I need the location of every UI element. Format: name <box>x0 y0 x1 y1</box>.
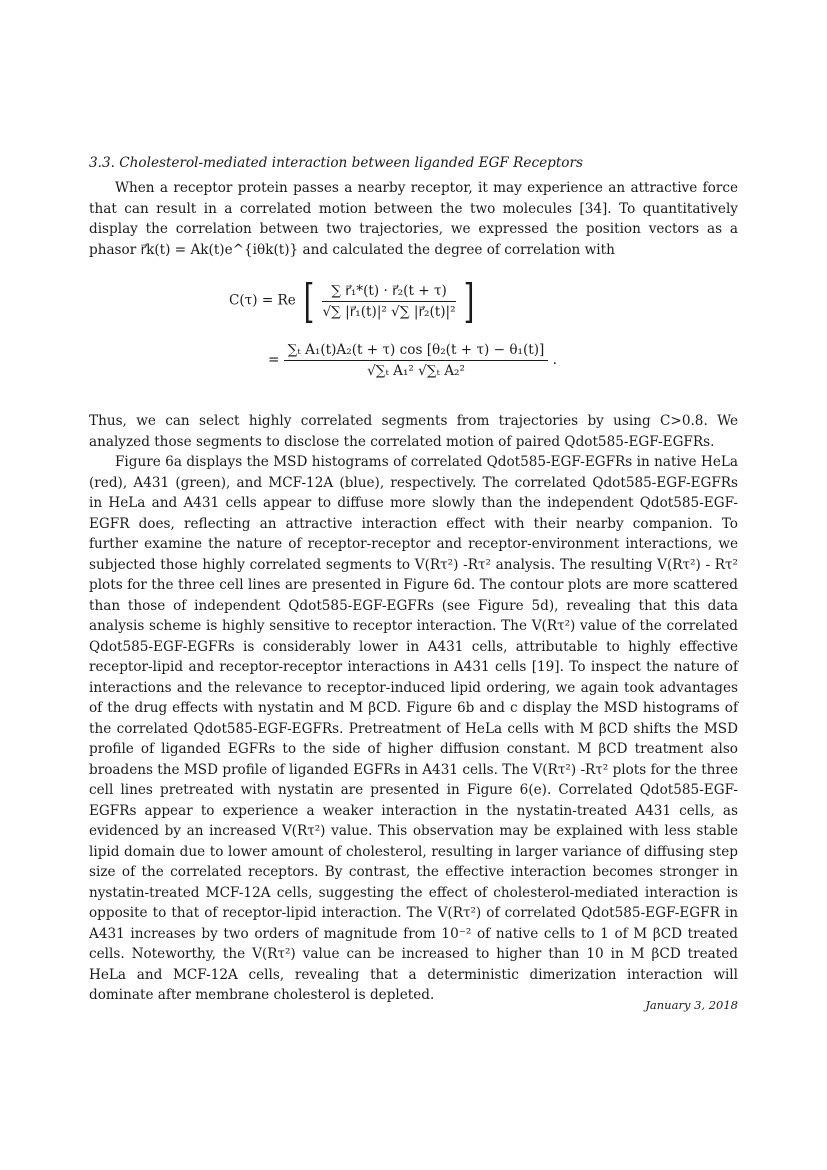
fraction-1 <box>322 283 455 320</box>
equation-period: . <box>552 352 557 368</box>
paragraph-intro <box>89 178 738 260</box>
equation-line-1 <box>229 274 478 328</box>
equation-line-2 <box>268 342 557 379</box>
paragraph-intro-text: When a receptor protein passes a nearby receptor, it may experience an attractive force that can result in a correlated motion between the two molecules [34]. To quantitatively display the correlation between two trajectories, we expressed the position vectors as a phasor r⃗k(t) = Ak(t)e^{iθk(t)} and calculated the degree of correlation with <box>89 180 738 258</box>
fraction-1-denominator: √∑ |r⃗₁(t)|² √∑ |r⃗₂(t)|² <box>322 303 456 320</box>
fraction-2-denominator: √∑ₜ A₁² √∑ₜ A₂² <box>367 363 465 379</box>
footer-date: January 3, 2018 <box>645 998 738 1012</box>
paragraph-selection <box>89 411 738 452</box>
section-title: 3.3. Cholesterol-mediated interaction between liganded EGF Receptors <box>89 155 583 171</box>
fraction-2 <box>284 342 549 379</box>
equation-lhs: C(τ) = Re <box>229 292 296 309</box>
equation-equals: = <box>268 352 280 368</box>
paragraph-figure6-text: Figure 6a displays the MSD histograms of correlated Qdot585-EGF-EGFRs in native HeLa (red), A431 (green), and MCF-12A (blue), respectively. The correlated Qdot585-EGF-EGFRs in HeLa and A431 cells appear to diffuse more slowly than the independent Qdot585-EGF-EGFR does, reflecting an attractive interaction effect with their nearby companion. To further examine the nature of receptor-receptor and receptor-environment interactions, we subjected those highly correlated segments to V(Rτ²) -Rτ² analysis. The resulting V(Rτ²) - Rτ² plots for the three cell lines are presented in Figure 6d. The contour plots are more scattered than those of independent Qdot585-EGF-EGFRs (see Figure 5d), revealing that this data analysis scheme is highly sensitive to receptor interaction. The V(Rτ²) value of the correlated Qdot585-EGF-EGFRs is considerably lower in A431 cells, attributable to highly effective receptor-lipid and receptor-receptor interactions in A431 cells [19]. To inspect the nature of interactions and the relevance to receptor-induced lipid ordering, we again took advantages of the drug effects with nystatin and M βCD. Figure 6b and c display the MSD histograms of the correlated Qdot585-EGF-EGFRs. Pretreatment of HeLa cells with M βCD shifts the MSD profile of liganded EGFRs to the side of higher diffusion constant. M βCD treatment also broadens the MSD profile of liganded EGFRs in A431 cells. The V(Rτ²) -Rτ² plots for the three cell lines pretreated with nystatin are presented in Figure 6(e). Correlated Qdot585-EGF-EGFRs appear to experience a weaker interaction in the nystatin-treated A431 cells, as evidenced by an increased V(Rτ²) value. This observation may be explained with less stable lipid domain due to lower amount of cholesterol, resulting in larger variance of diffusing step size of the correlated receptors. By contrast, the effective interaction becomes stronger in nystatin-treated MCF-12A cells, suggesting the effect of cholesterol-mediated interaction is opposite to that of receptor-lipid interaction. The V(Rτ²) of correlated Qdot585-EGF-EGFR in A431 increases by two orders of magnitude from 10⁻² of native cells to 1 of M βCD treated cells. Noteworthy, the V(Rτ²) value can be increased to higher than 10 in M βCD treated HeLa and MCF-12A cells, revealing that a deterministic dimerization interaction will dominate after membrane cholesterol is depleted. <box>89 454 738 1003</box>
paragraph-selection-text: Thus, we can select highly correlated segments from trajectories by using C>0.8. We analyzed those segments to disclose the correlated motion of paired Qdot585-EGF-EGFRs. <box>89 413 738 450</box>
paragraph-figure6 <box>89 452 738 1006</box>
right-bracket: ] <box>463 274 475 328</box>
fraction-1-numerator: ∑ r⃗₁*(t) · r⃗₂(t + τ) <box>322 283 455 302</box>
left-bracket: [ <box>303 274 315 328</box>
fraction-2-numerator: ∑ₜ A₁(t)A₂(t + τ) cos [θ₂(t + τ) − θ₁(t)] <box>284 342 549 361</box>
